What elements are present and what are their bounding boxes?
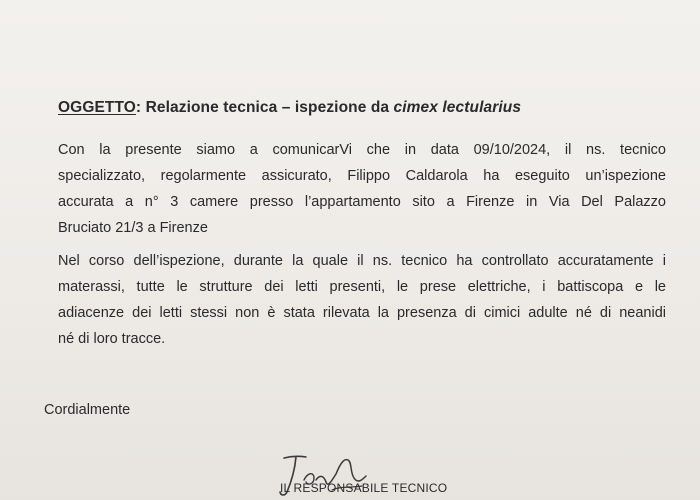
signer-title: IL RESPONSABILE TECNICO: [280, 481, 448, 495]
paragraph-line: adiacenze dei letti stessi non è stata rilevata la presenza di cimici adulte né di neanidi: [58, 305, 666, 321]
paragraph-line: Nel corso dell’ispezione, durante la quale il ns. tecnico ha controllato accuratamente i: [58, 253, 666, 269]
subject-italic: cimex lectularius: [393, 99, 522, 116]
paragraph-line: specializzato, regolarmente assicurato, Filippo Caldarola ha eseguito un’ispezione: [58, 168, 666, 184]
paragraph-line: accurata a n° 3 camere presso l’appartamento sito a Firenze in Via Del Palazzo: [58, 194, 666, 210]
paragraph-line: materassi, tutte le strutture dei letti presenti, le prese elettriche, i battiscopa e le: [58, 279, 666, 295]
subject-colon: :: [135, 99, 142, 116]
paragraph-line: né di loro tracce.: [58, 331, 166, 347]
paragraph-findings: [58, 248, 666, 352]
subject-label: OGGETTO: [58, 99, 136, 116]
paragraph-line: Bruciato 21/3 a Firenze: [58, 220, 208, 236]
paragraph-intro: [58, 137, 666, 241]
subject-line: [58, 99, 521, 117]
paragraph-line: Con la presente siamo a comunicarVi che in data 09/10/2024, il ns. tecnico: [58, 142, 666, 158]
subject-text: Relazione tecnica – ispezione da: [141, 99, 394, 116]
closing-text: Cordialmente: [44, 402, 131, 418]
